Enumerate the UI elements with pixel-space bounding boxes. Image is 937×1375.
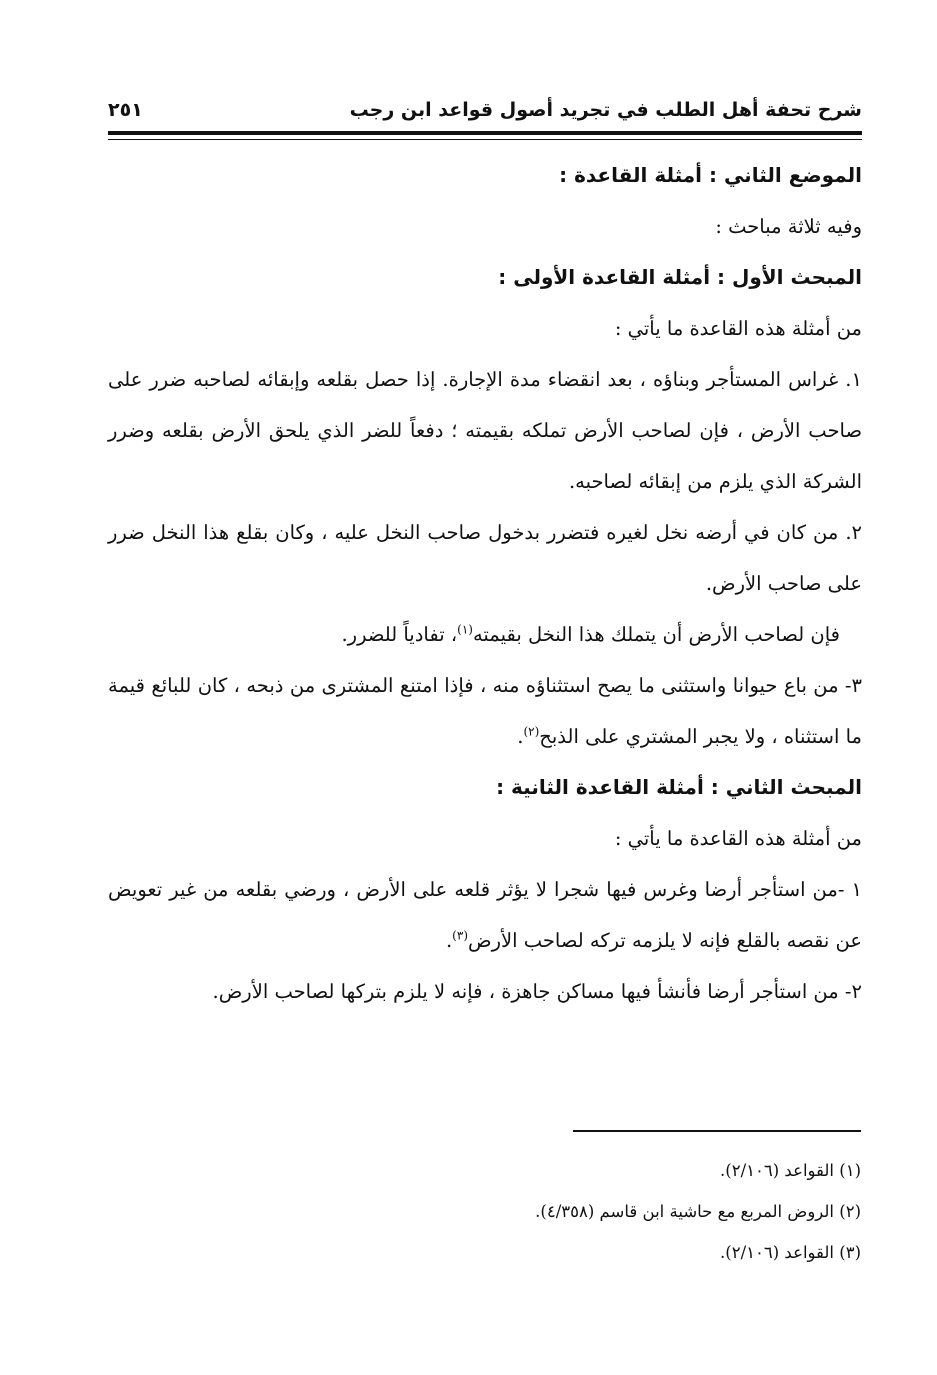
item2-cont-text: فإن لصاحب الأرض أن يتملك هذا النخل بقيمته [472, 623, 840, 646]
footnote-ref-2[interactable]: (٢) [523, 724, 540, 739]
item3-tail: . [517, 725, 524, 748]
section1-item3 [108, 660, 862, 762]
running-header [108, 93, 862, 127]
main-heading: الموضع الثاني : أمثلة القاعدة : [559, 163, 862, 187]
footnote-separator [573, 1130, 861, 1132]
section1-item1: ١. غراس المستأجر وبناؤه ، بعد انقضاء مدة الإجارة. إذا حصل بقلعه وإبقائه لصاحبه ضرر على صاحب الأرض ، فإن لصاحب الأرض تملكه بقيمته ؛ دفعاً للضر الذي يلحق الأرض بقلعه وضرر الشركة الذي يلزم من إبقائه لصاحبه. [108, 368, 862, 493]
item3-text: ٣- من باع حيوانا واستثنى ما يصح استثناؤه منه ، فإذا امتنع المشترى من ذبحه ، كان للبائع قيمة ما استثناه ، ولا يجبر المشتري على الذبح [108, 674, 862, 748]
section2-item1 [108, 864, 862, 966]
section2-heading: المبحث الثاني : أمثلة القاعدة الثانية : [496, 775, 862, 799]
page-number: ٢٥١ [108, 99, 143, 121]
footnotes [261, 1150, 861, 1273]
header-rule-thick [108, 131, 862, 135]
running-header-title: شرح تحفة أهل الطلب في تجريد أصول قواعد ابن رجب [349, 99, 862, 121]
footnote-3: (٣) القواعد (٢/١٠٦). [720, 1243, 861, 1262]
footnote-1: (١) القواعد (٢/١٠٦). [720, 1161, 861, 1180]
s2-item1-text: ١ -من استأجر أرضا وغرس فيها شجرا لا يؤثر قلعه على الأرض ، ورضي بقلعه من غير تعويض عن نقصه بالقلع فإنه لا يلزمه تركه لصاحب الأرض [108, 878, 862, 952]
section1-lead: من أمثلة هذه القاعدة ما يأتي : [614, 317, 862, 340]
section1-item2: ٢. من كان في أرضه نخل لغيره فتضرر بدخول صاحب النخل عليه ، وكان بقلع هذا النخل ضرر على صاحب الأرض. [108, 521, 862, 595]
section2-lead: من أمثلة هذه القاعدة ما يأتي : [614, 827, 862, 850]
main-text [108, 150, 862, 1017]
footnote-ref-1[interactable]: (١) [457, 622, 473, 637]
header-rule-thin [108, 139, 862, 140]
footnote-ref-3[interactable]: (٣) [452, 928, 468, 943]
section2-item2: ٢- من استأجر أرضا فأنشأ فيها مساكن جاهزة ، فإنه لا يلزم بتركها لصاحب الأرض. [212, 980, 862, 1003]
section1-item2-continuation [108, 609, 862, 660]
section1-heading: المبحث الأول : أمثلة القاعدة الأولى : [498, 265, 862, 289]
s2-item1-tail: . [445, 929, 453, 952]
item2-cont-tail: ، تفادياً للضرر. [341, 623, 458, 646]
intro-line: وفيه ثلاثة مباحث : [715, 215, 862, 238]
footnote-2: (٢) الروض المربع مع حاشية ابن قاسم (٤/٣٥٨). [535, 1202, 861, 1221]
